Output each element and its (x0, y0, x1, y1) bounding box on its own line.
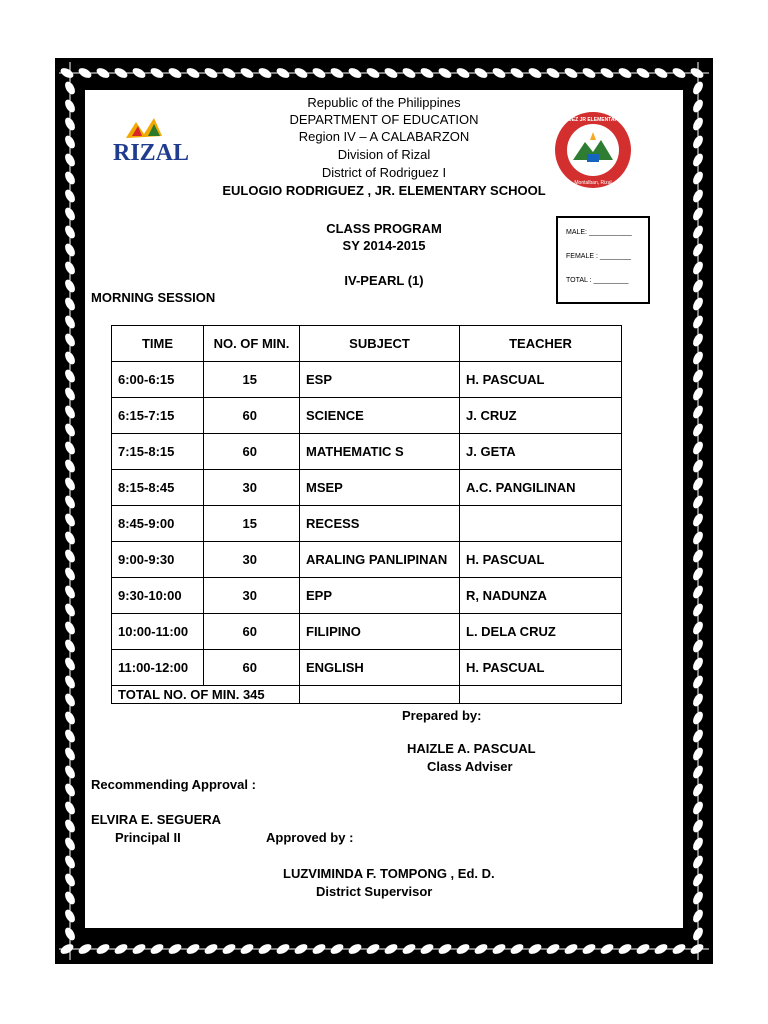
row-minutes: 30 (204, 578, 300, 614)
svg-text:RIZAL: RIZAL (112, 140, 190, 166)
table-row (112, 542, 622, 578)
principal-name: ELVIRA E. SEGUERA (91, 812, 222, 827)
header-minutes: NO. OF MIN. (204, 326, 300, 362)
adviser-name: HAIZLE A. PASCUAL (407, 741, 536, 756)
row-minutes: 60 (204, 650, 300, 686)
header-subject: SUBJECT (300, 326, 460, 362)
row-teacher: R, NADUNZA (460, 578, 622, 614)
row-subject: ARALING PANLIPINAN (300, 542, 460, 578)
row-minutes: 60 (204, 614, 300, 650)
school-year: SY 2014-2015 (342, 238, 426, 253)
row-subject: SCIENCE (300, 398, 460, 434)
table-row (112, 614, 622, 650)
supervisor-name: LUZVIMINDA F. TOMPONG , Ed. D. (283, 866, 495, 881)
class-program-title: CLASS PROGRAM (326, 221, 442, 236)
row-teacher: H. PASCUAL (460, 542, 622, 578)
table-row (112, 470, 622, 506)
row-time: 11:00-12:00 (112, 650, 204, 686)
supervisor-title: District Supervisor (316, 884, 433, 899)
row-teacher: J. GETA (460, 434, 622, 470)
table-row (112, 506, 622, 542)
row-time: 6:15-7:15 (112, 398, 204, 434)
approved-by-label: Approved by : (266, 830, 354, 845)
row-time: 8:45-9:00 (112, 506, 204, 542)
row-minutes: 30 (204, 542, 300, 578)
row-subject: MSEP (300, 470, 460, 506)
empty-cell (300, 686, 460, 704)
row-teacher (460, 506, 622, 542)
recommending-label: Recommending Approval : (91, 777, 256, 792)
header-teacher: TEACHER (460, 326, 622, 362)
row-time: 7:15-8:15 (112, 434, 204, 470)
row-teacher: A.C. PANGILINAN (460, 470, 622, 506)
row-teacher: L. DELA CRUZ (460, 614, 622, 650)
svg-text:Montalban, Rizal: Montalban, Rizal (574, 180, 612, 186)
row-minutes: 15 (204, 506, 300, 542)
header-time: TIME (112, 326, 204, 362)
female-count: FEMALE : ________ (566, 253, 631, 260)
adviser-title: Class Adviser (427, 759, 513, 774)
total-row (112, 686, 622, 704)
row-subject: RECESS (300, 506, 460, 542)
table-row (112, 578, 622, 614)
table-row (112, 434, 622, 470)
row-time: 9:00-9:30 (112, 542, 204, 578)
row-time: 10:00-11:00 (112, 614, 204, 650)
row-subject: FILIPINO (300, 614, 460, 650)
principal-title: Principal II (115, 830, 181, 845)
row-subject: EPP (300, 578, 460, 614)
row-time: 6:00-6:15 (112, 362, 204, 398)
table-row (112, 398, 622, 434)
empty-cell (460, 686, 622, 704)
class-schedule-table (111, 325, 622, 704)
header-region: Region IV – A CALABARZON (298, 129, 470, 144)
row-subject: ENGLISH (300, 650, 460, 686)
row-teacher: H. PASCUAL (460, 650, 622, 686)
row-time: 8:15-8:45 (112, 470, 204, 506)
row-minutes: 30 (204, 470, 300, 506)
header-division: Division of Rizal (337, 147, 431, 162)
male-count: MALE: ___________ (566, 229, 632, 236)
row-minutes: 60 (204, 434, 300, 470)
row-minutes: 15 (204, 362, 300, 398)
row-teacher: H. PASCUAL (460, 362, 622, 398)
total-minutes: TOTAL NO. OF MIN. 345 (112, 686, 300, 704)
enrollment-count-box (556, 216, 650, 304)
row-subject: MATHEMATIC S (300, 434, 460, 470)
svg-text:E. RODRIGUEZ JR ELEMENTARY SCH: E. RODRIGUEZ JR ELEMENTARY SCHOOL (542, 117, 644, 123)
total-count: TOTAL : _________ (566, 277, 629, 284)
table-row (112, 362, 622, 398)
prepared-by-label: Prepared by: (402, 708, 482, 723)
header-republic: Republic of the Philippines (307, 95, 461, 110)
school-name: EULOGIO RODRIGUEZ , JR. ELEMENTARY SCHOOL (222, 183, 546, 198)
row-minutes: 60 (204, 398, 300, 434)
table-row (112, 650, 622, 686)
row-teacher: J. CRUZ (460, 398, 622, 434)
header-deped: DEPARTMENT OF EDUCATION (289, 112, 479, 127)
header-district: District of Rodriguez I (321, 165, 447, 180)
session-label: MORNING SESSION (91, 290, 216, 305)
row-subject: ESP (300, 362, 460, 398)
section-name: IV-PEARL (1) (344, 273, 424, 288)
row-time: 9:30-10:00 (112, 578, 204, 614)
